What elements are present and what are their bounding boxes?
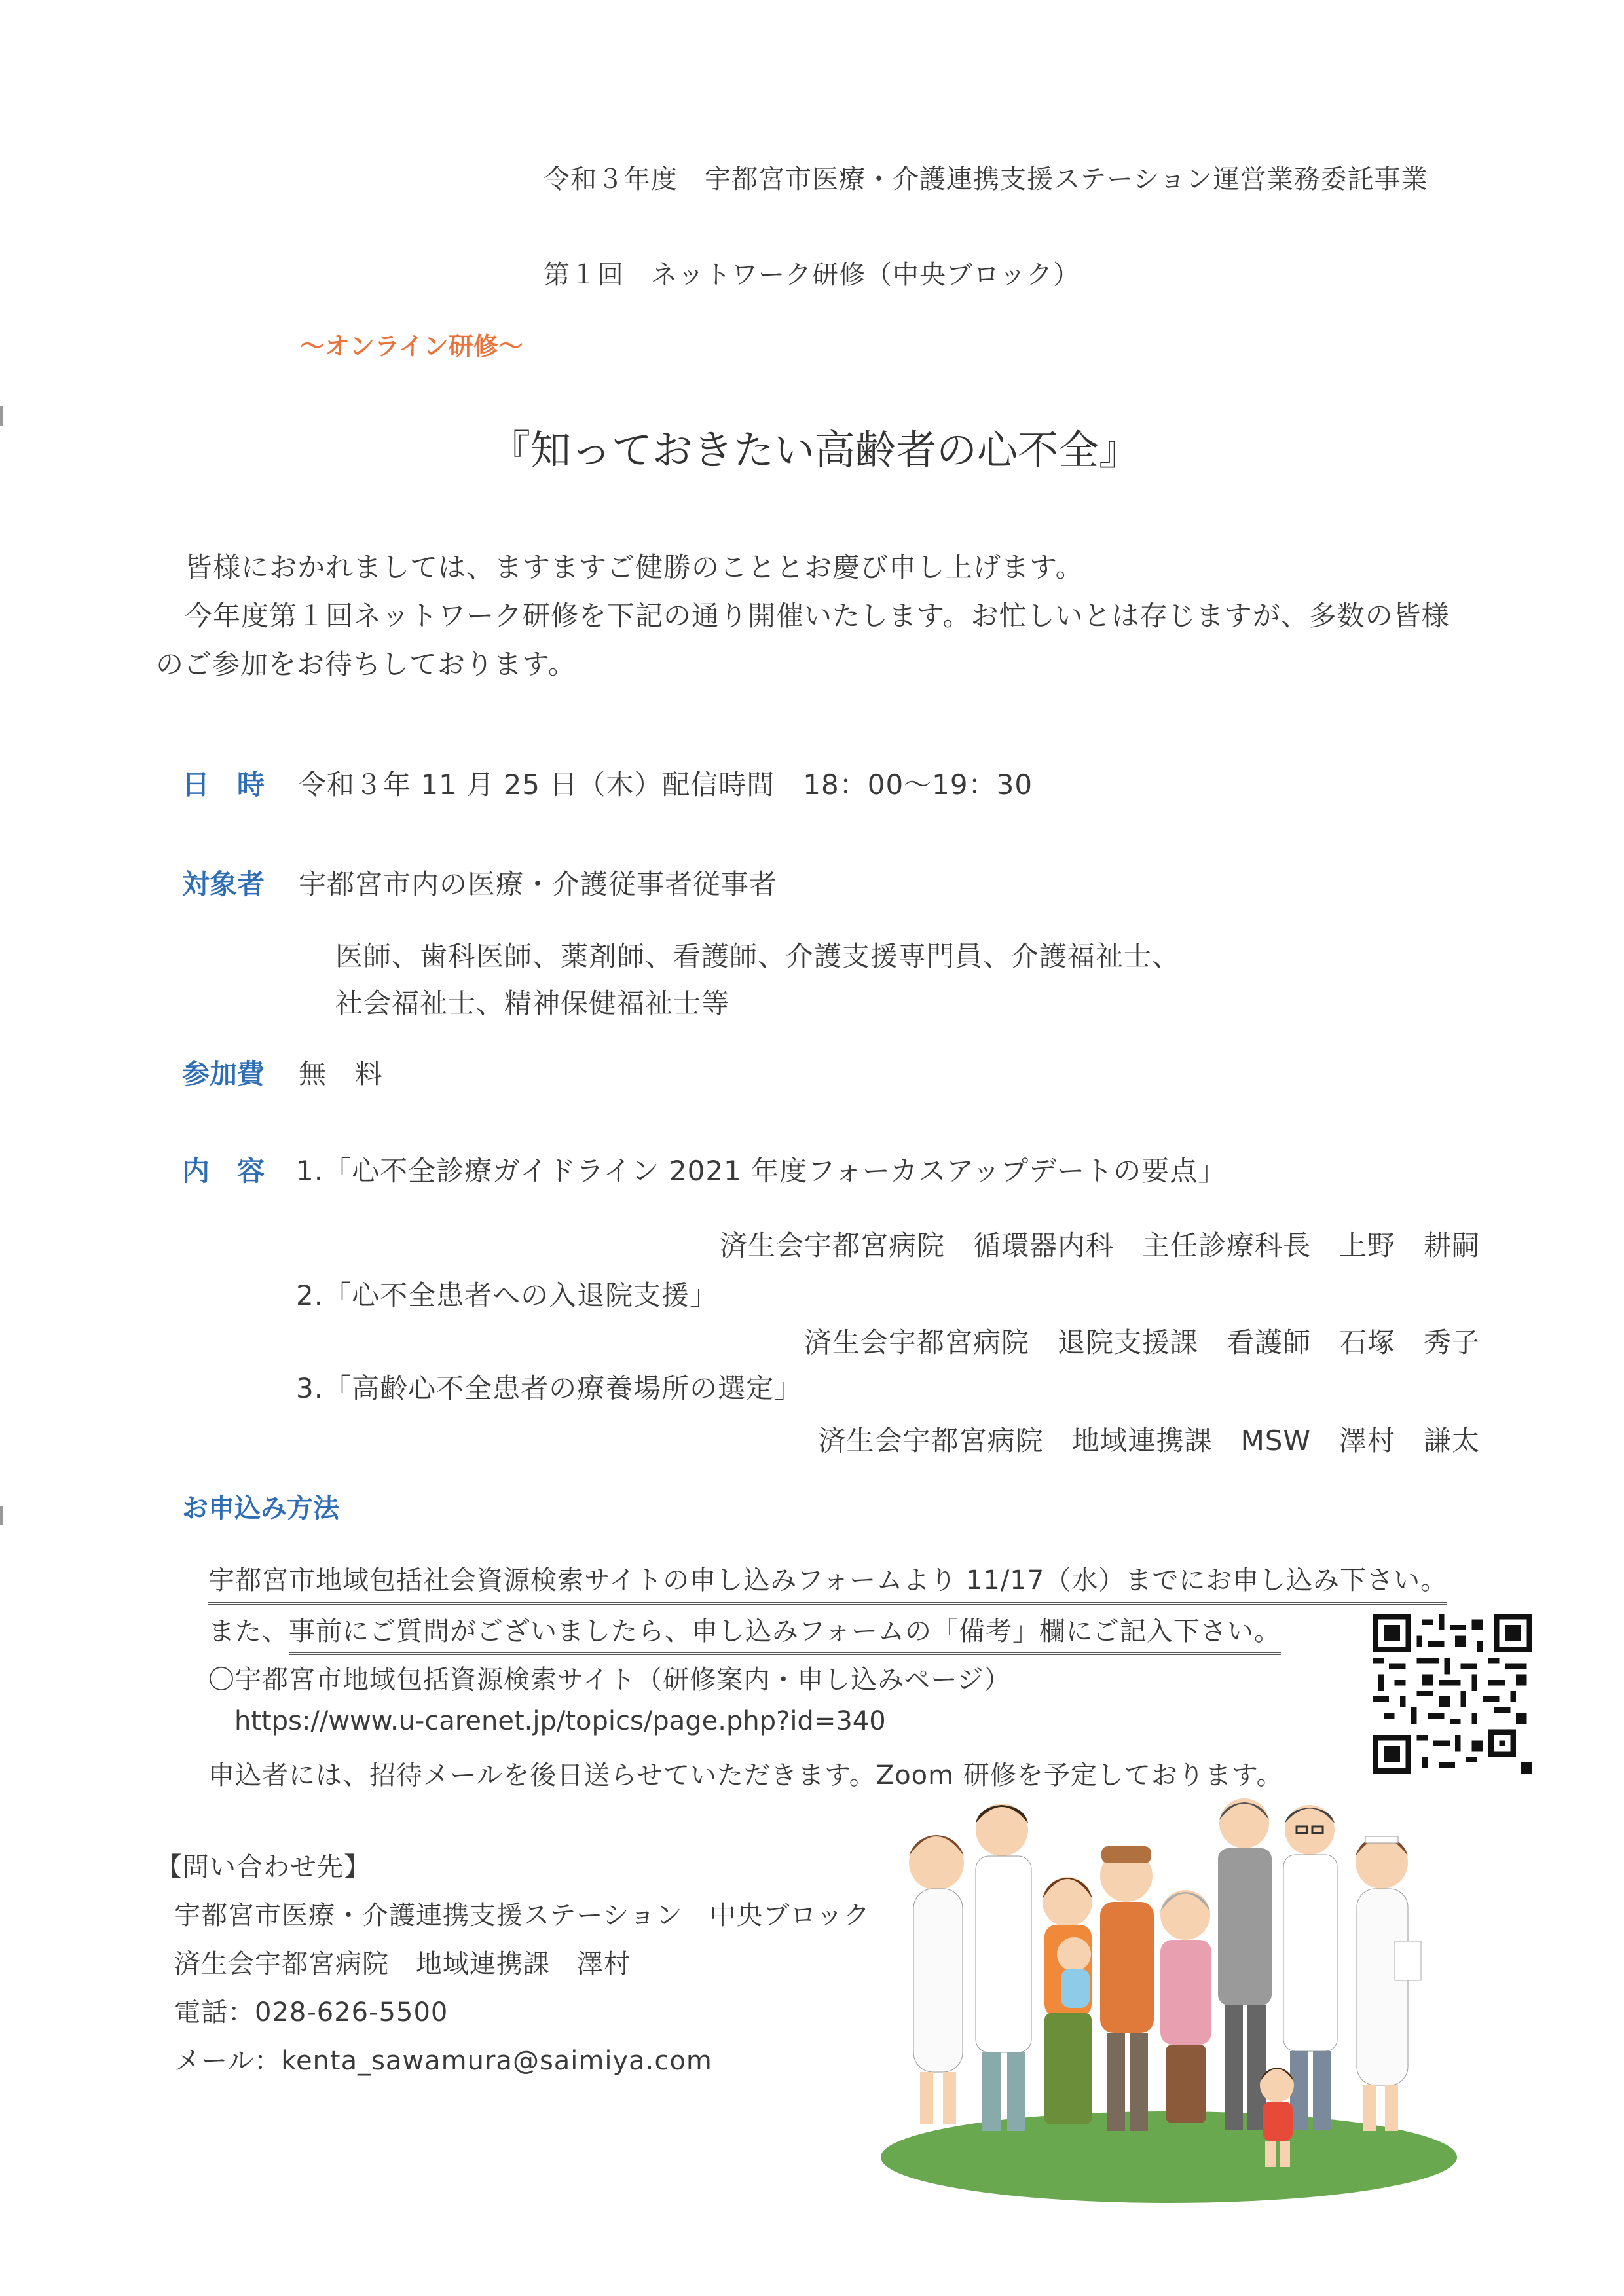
content-label: 内 容 — [182, 1155, 265, 1187]
program-line: 令和３年度 宇都宮市医療・介護連携支援ステーション運営業務委託事業 — [544, 164, 1428, 194]
content-item-3-speaker: 済生会宇都宮病院 地域連携課 MSW 澤村 謙太 — [818, 1425, 1480, 1457]
greeting-line-2: 今年度第１回ネットワーク研修を下記の通り開催いたします。お忙しいとは存じますが、多数の皆様 — [185, 600, 1450, 632]
scan-edge-mark — [0, 406, 3, 426]
apply-url-link[interactable]: https://www.u-carenet.jp/topics/page.php?id=340 — [234, 1706, 886, 1736]
target-professions-1: 医師、歯科医師、薬剤師、看護師、介護支援専門員、介護福祉士、 — [335, 940, 1181, 972]
fee-label: 参加費 — [182, 1058, 265, 1090]
datetime-label: 日 時 — [182, 769, 265, 801]
online-tag: ～オンライン研修～ — [300, 332, 523, 361]
apply-line-2-underlined: 事前にご質問がございましたら、申し込みフォームの「備考」欄にご記入下さい。 — [289, 1616, 1281, 1655]
content-item-3-title: 3.「高齢心不全患者の療養場所の選定」 — [296, 1372, 803, 1404]
contact-org: 宇都宮市医療・介護連携支援ステーション 中央ブロック — [174, 1901, 870, 1931]
fee-value: 無 料 — [299, 1058, 384, 1090]
content-item-2-speaker: 済生会宇都宮病院 退院支援課 看護師 石塚 秀子 — [803, 1326, 1480, 1358]
contact-email[interactable]: メール：kenta_sawamura@saimiya.com — [174, 2046, 712, 2076]
greeting-line-3: のご参加をお待ちしております。 — [156, 648, 576, 680]
apply-line-1: 宇都宮市地域包括社会資源検索サイトの申し込みフォームより 11/17（水）までにお申し込み下さい。 — [208, 1559, 1447, 1605]
contact-heading: 【問い合わせ先】 — [156, 1852, 371, 1882]
content-item-1-speaker: 済生会宇都宮病院 循環器内科 主任診療科長 上野 耕嗣 — [719, 1230, 1480, 1262]
apply-line-3: 〇宇都宮市地域包括資源検索サイト（研修案内・申し込みページ） — [208, 1665, 1011, 1695]
contact-phone: 電話：028-626-5500 — [174, 1997, 449, 2028]
medical-care-team-family-illustration — [877, 1791, 1467, 2203]
content-item-1-title: 1.「心不全診療ガイドライン 2021 年度フォーカスアップデートの要点」 — [296, 1155, 1227, 1187]
content-item-2-title: 2.「心不全患者への入退院支援」 — [296, 1279, 718, 1311]
apply-line-5: 申込者には、招待メールを後日送らせていただきます。Zoom 研修を予定しております。 — [208, 1760, 1283, 1791]
datetime-value: 令和３年 11 月 25 日（木）配信時間 18：00～19：30 — [299, 769, 1033, 801]
apply-line-2-prefix: また、 — [208, 1616, 289, 1647]
training-line: 第１回 ネットワーク研修（中央ブロック） — [544, 260, 1080, 290]
qr-code-icon — [1373, 1614, 1532, 1774]
greeting-line-1: 皆様におかれましては、ますますご健勝のこととお慶び申し上げます。 — [185, 551, 1084, 583]
scan-edge-mark — [0, 1506, 3, 1525]
target-professions-2: 社会福祉士、精神保健福祉士等 — [335, 987, 730, 1019]
contact-dept: 済生会宇都宮病院 地域連携課 澤村 — [174, 1949, 631, 1979]
target-value: 宇都宮市内の医療・介護従事者従事者 — [299, 868, 778, 900]
apply-heading: お申込み方法 — [182, 1493, 339, 1523]
apply-line-2 — [208, 1611, 1281, 1648]
page-title: 『知っておきたい高齢者の心不全』 — [490, 426, 1140, 474]
target-label: 対象者 — [182, 868, 265, 900]
